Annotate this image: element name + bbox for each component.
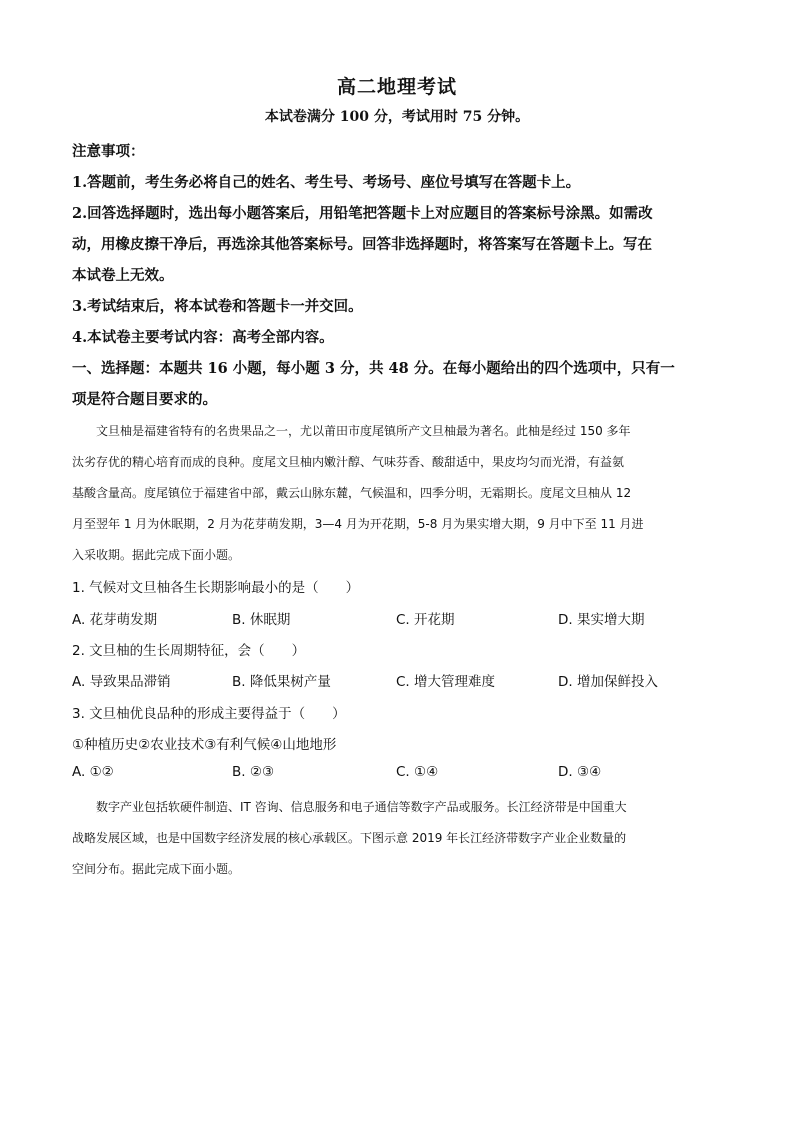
option-d: D. 果实增大期 — [558, 612, 645, 628]
note-line-1: 1.答题前，考生务必将自己的姓名、考生号、考场号、座位号填写在答题卡上。 — [72, 174, 581, 191]
question-3-choices-list: ①种植历史②农业技术③有利气候④山地地形 — [72, 737, 337, 753]
note-line-4: 本试卷上无效。 — [72, 267, 174, 284]
option-a: A. 导致果品滞销 — [72, 674, 171, 690]
question-1-stem: 1. 气候对文旦柚各生长期影响最小的是（ ） — [72, 580, 360, 596]
question-3-stem: 3. 文旦柚优良品种的形成主要得益于（ ） — [72, 706, 346, 722]
notes-heading: 注意事项： — [72, 143, 145, 160]
question-3-options — [72, 764, 732, 786]
section-heading-line-2: 项是符合题目要求的。 — [72, 391, 217, 408]
question-1-options — [72, 608, 732, 630]
passage-line: 战略发展区域，也是中国数字经济发展的核心承载区。下图示意 2019 年长江经济带数字产业企业数量的 — [72, 831, 627, 845]
option-d: D. 增加保鲜投入 — [558, 674, 658, 690]
option-b: B. ②③ — [232, 764, 275, 780]
exam-title: 高二地理考试 — [336, 76, 457, 98]
passage-line: 汰劣存优的精心培育而成的良种。度尾文旦柚内嫩汁醇、气味芬香、酸甜适中，果皮均匀而光滑，有益氨 — [72, 455, 625, 469]
section-heading-line-1: 一、选择题：本题共 16 小题，每小题 3 分，共 48 分。在每小题给出的四个选项中，只有一 — [72, 360, 675, 377]
note-line-5: 3.考试结束后，将本试卷和答题卡一并交回。 — [72, 298, 363, 315]
note-line-3: 动，用橡皮擦干净后，再选涂其他答案标号。回答非选择题时，将答案写在答题卡上。写在 — [72, 236, 652, 253]
passage-line: 月至翌年 1 月为休眠期，2 月为花芽萌发期，3—4 月为开花期，5-8 月为果实增大期，9 月中下至 11 月进 — [72, 517, 644, 531]
option-d: D. ③④ — [558, 764, 602, 780]
option-b: B. 休眠期 — [232, 612, 291, 628]
option-c: C. ①④ — [396, 764, 439, 780]
passage-line: 空间分布。据此完成下面小题。 — [72, 862, 241, 876]
passage-wendan-pomelo — [72, 416, 722, 571]
note-line-6: 4.本试卷主要考试内容：高考全部内容。 — [72, 329, 334, 346]
passage-line: 基酸含量高。度尾镇位于福建省中部，戴云山脉东麓，气候温和，四季分明，无霜期长。度尾文旦柚从 12 — [72, 486, 632, 500]
passage-line: 入采收期。据此完成下面小题。 — [72, 548, 241, 562]
question-2-stem: 2. 文旦柚的生长周期特征，会（ ） — [72, 643, 306, 659]
option-a: A. 花芽萌发期 — [72, 612, 158, 628]
option-c: C. 增大管理难度 — [396, 674, 496, 690]
passage-line: 数字产业包括软硬件制造、IT 咨询、信息服务和电子通信等数字产品或服务。长江经济带是中国重大 — [96, 800, 627, 814]
passage-digital-industry — [72, 792, 722, 885]
option-c: C. 开花期 — [396, 612, 455, 628]
note-line-2: 2.回答选择题时，选出每小题答案后，用铅笔把答题卡上对应题目的答案标号涂黑。如需改 — [72, 205, 653, 222]
option-b: B. 降低果树产量 — [232, 674, 331, 690]
question-2-options — [72, 670, 732, 692]
passage-line: 文旦柚是福建省特有的名贵果品之一，尤以莆田市度尾镇所产文旦柚最为著名。此柚是经过 150 多年 — [96, 424, 631, 438]
option-a: A. ①② — [72, 764, 114, 780]
exam-subtitle: 本试卷满分 100 分，考试用时 75 分钟。 — [264, 109, 530, 125]
